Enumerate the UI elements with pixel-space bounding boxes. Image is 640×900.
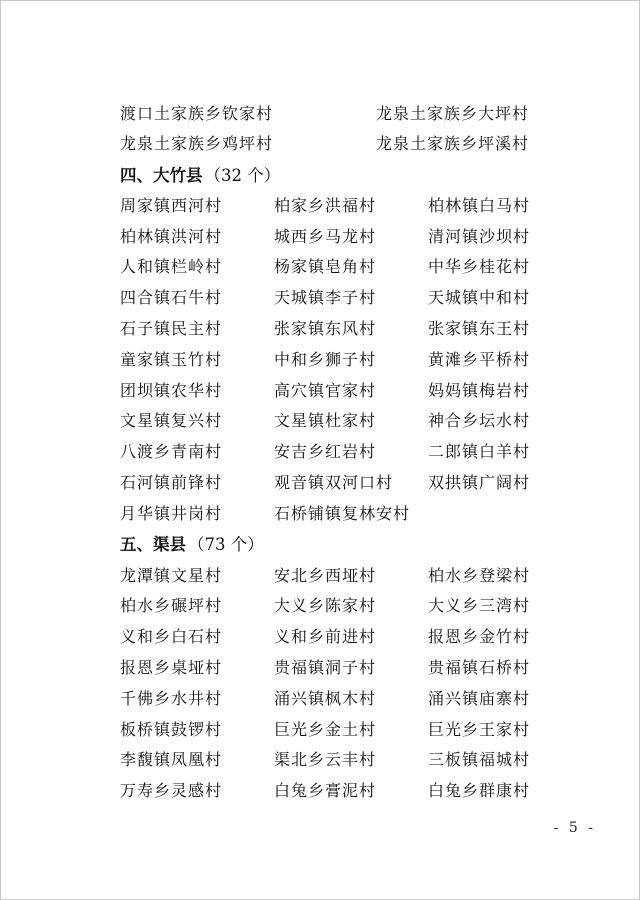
village-name: 双拱镇广阔村 (428, 473, 531, 493)
village-name: 柏水乡碾坪村 (120, 596, 223, 616)
county-heading (120, 158, 540, 189)
village-name: 义和乡白石村 (120, 627, 223, 647)
county-name: 四、大竹县 (120, 165, 203, 185)
village-name: 龙泉土家族乡鸡坪村 (120, 134, 274, 154)
village-name: 杨家镇皂角村 (274, 257, 377, 277)
village-name: 柏家乡洪福村 (274, 195, 377, 215)
village-name: 板桥镇鼓锣村 (120, 719, 223, 739)
village-name: 渡口土家族乡钦家村 (120, 103, 274, 123)
village-name: 报恩乡金竹村 (428, 627, 531, 647)
village-name: 文星镇复兴村 (120, 411, 223, 431)
village-name: 白兔乡膏泥村 (274, 781, 377, 801)
village-name: 万寿乡灵感村 (120, 781, 223, 801)
village-name: 神合乡坛水村 (428, 411, 531, 431)
village-name: 千佛乡水井村 (120, 688, 223, 708)
village-name: 大义乡三湾村 (428, 596, 531, 616)
village-name: 月华镇井岗村 (120, 503, 223, 523)
village-name: 安北乡西垭村 (274, 565, 377, 585)
village-name: 人和镇栏岭村 (120, 257, 223, 277)
document-body (120, 97, 540, 805)
village-name: 八渡乡青南村 (120, 442, 223, 462)
village-name: 天城镇李子村 (274, 288, 377, 308)
village-row (120, 97, 540, 128)
village-name: 石河镇前锋村 (120, 473, 223, 493)
village-name: 清河镇沙坝村 (428, 226, 531, 246)
village-name: 龙泉土家族乡大坪村 (376, 103, 530, 123)
village-row (120, 128, 540, 159)
village-name: 涌兴镇庙寨村 (428, 688, 531, 708)
county-name: 五、渠县 (120, 535, 186, 555)
village-name: 贵福镇石桥村 (428, 658, 531, 678)
village-name: 童家镇玉竹村 (120, 349, 223, 369)
village-name: 文星镇杜家村 (274, 411, 377, 431)
village-name: 张家镇东王村 (428, 319, 531, 339)
village-name: 妈妈镇梅岩村 (428, 380, 531, 400)
continued-village-list (120, 97, 540, 158)
village-name: 高穴镇官家村 (274, 380, 377, 400)
county-heading (120, 528, 540, 559)
village-name: 四合镇石牛村 (120, 288, 223, 308)
village-name: 团坝镇农华村 (120, 380, 223, 400)
village-name: 观音镇双河口村 (274, 473, 394, 493)
village-name: 张家镇东风村 (274, 319, 377, 339)
village-count: （32 个） (204, 165, 281, 185)
village-name: 中和乡狮子村 (274, 349, 377, 369)
page-number: - 5 - (553, 820, 596, 836)
village-name: 报恩乡桌垭村 (120, 658, 223, 678)
village-count: （73 个） (188, 535, 264, 555)
village-name: 龙泉土家族乡坪溪村 (376, 134, 530, 154)
village-name: 巨光乡金土村 (274, 719, 377, 739)
village-name: 周家镇西河村 (120, 195, 223, 215)
village-name: 涌兴镇枫木村 (274, 688, 377, 708)
village-name: 安吉乡红岩村 (274, 442, 377, 462)
village-name: 天城镇中和村 (428, 288, 531, 308)
village-name: 义和乡前进村 (274, 627, 377, 647)
village-grid (120, 189, 540, 528)
village-name: 大义乡陈家村 (274, 596, 377, 616)
village-name: 贵福镇洞子村 (274, 658, 377, 678)
village-name: 龙潭镇文星村 (120, 565, 223, 585)
village-name: 石子镇民主村 (120, 319, 223, 339)
village-grid (120, 559, 540, 805)
village-name: 巨光乡王家村 (428, 719, 531, 739)
village-name: 柏林镇白马村 (428, 195, 531, 215)
village-name: 中华乡桂花村 (428, 257, 531, 277)
village-name: 李馥镇凤凰村 (120, 750, 223, 770)
village-name: 柏水乡登梁村 (428, 565, 531, 585)
village-name: 白兔乡群康村 (428, 781, 531, 801)
county-sections (120, 158, 540, 805)
village-name: 三板镇福城村 (428, 750, 531, 770)
village-name: 黄滩乡平桥村 (428, 349, 531, 369)
village-name: 城西乡马龙村 (274, 226, 377, 246)
village-name: 渠北乡云丰村 (274, 750, 377, 770)
village-name: 二郎镇白羊村 (428, 442, 531, 462)
village-name: 柏林镇洪河村 (120, 226, 223, 246)
village-name: 石桥铺镇复林安村 (274, 503, 411, 523)
